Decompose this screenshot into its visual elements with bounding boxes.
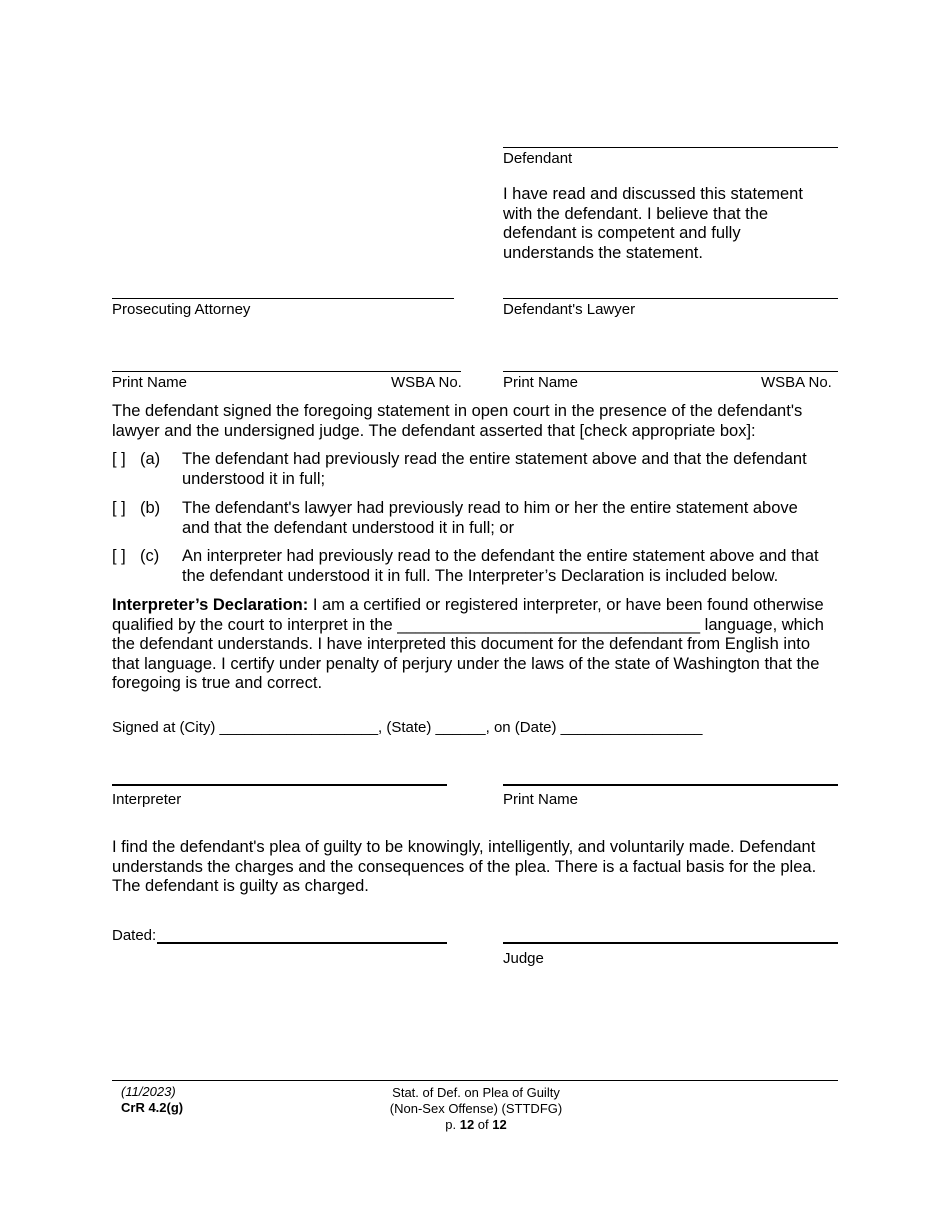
footer-title-line2: (Non-Sex Offense) (STTDFG) (389, 1101, 563, 1116)
defendants-lawyer-signature-line[interactable] (503, 298, 838, 299)
option-a-letter: (a) (140, 450, 161, 468)
judge-signature-line[interactable] (503, 942, 838, 944)
option-c-letter: (c) (140, 547, 160, 565)
defendants-lawyer-label: Defendant's Lawyer (503, 301, 636, 318)
interpreter-print-name-label: Print Name (503, 791, 579, 808)
judge-finding: I find the defendant's plea of guilty to be knowingly, intelligently, and voluntarily made. Defendant understands the charges and the consequences of the plea. There is a factual basis for the plea. The defendant is guilty as charged. (112, 838, 817, 896)
option-a-checkbox[interactable]: [ ] (112, 450, 126, 468)
interpreter-language-blank[interactable]: _________________________________ (397, 615, 701, 634)
footer-page-number (326, 1117, 626, 1133)
lawyer-print-name-label: Print Name (503, 374, 579, 391)
option-a-text: The defendant had previously read the entire statement above and that the defendant understood it in full; (182, 450, 807, 488)
interpreter-signature-line[interactable] (112, 784, 447, 786)
dated-label: Dated: (112, 927, 157, 944)
defendant-signature-line[interactable] (503, 147, 838, 148)
dated-line[interactable] (157, 942, 447, 944)
page-prefix: p. (445, 1117, 460, 1132)
page-current: 12 (459, 1117, 475, 1132)
lawyer-print-name-line[interactable] (503, 371, 838, 372)
footer-rule-code: CrR 4.2(g) (121, 1100, 184, 1115)
option-c-text: An interpreter had previously read to the defendant the entire statement above and that the defendant understood it in full. The Interpreter’s Declaration is included below. (182, 547, 819, 585)
interpreter-text-part1: I am a certified or registered interpreter, or have been found otherwise qualified by the court to interpret in the (112, 596, 824, 634)
option-b-letter: (b) (140, 499, 161, 517)
prosecutor-print-name-label: Print Name (112, 374, 188, 391)
footer-revision: (11/2023) (121, 1084, 176, 1099)
page-of: of (474, 1117, 493, 1132)
prosecutor-print-name-line[interactable] (112, 371, 461, 372)
option-b-checkbox[interactable]: [ ] (112, 499, 126, 517)
judge-label: Judge (503, 950, 544, 967)
signed-at-line[interactable]: Signed at (City) ___________________, (State) ______, on (Date) _________________ (112, 719, 703, 736)
prosecuting-attorney-label: Prosecuting Attorney (112, 301, 251, 318)
option-c-checkbox[interactable]: [ ] (112, 547, 126, 565)
option-b-text: The defendant's lawyer had previously read to him or her the entire statement above and that the defendant understood it in full; or (182, 499, 798, 537)
interpreter-label: Interpreter (112, 791, 182, 808)
open-court-intro: The defendant signed the foregoing statement in open court in the presence of the defendant's lawyer and the undersigned judge. The defendant asserted that [check appropriate box]: (112, 402, 803, 440)
footer-title-line1: Stat. of Def. on Plea of Guilty (392, 1085, 560, 1100)
lawyer-statement: I have read and discussed this statement with the defendant. I believe that the defendant is competent and fully understands the statement. (503, 185, 803, 262)
page-total: 12 (492, 1117, 507, 1132)
footer-rule (112, 1080, 838, 1081)
interpreter-declaration-heading: Interpreter’s Declaration: (112, 596, 309, 614)
interpreter-declaration (112, 596, 842, 694)
interpreter-text-part2: language, which the defendant understands. I have interpreted this document for the defendant from English into that language. I certify under penalty of perjury under the laws of the state of Washington that the foregoing is true and correct. (112, 615, 824, 693)
lawyer-wsba-label: WSBA No. (761, 374, 832, 391)
interpreter-print-name-line[interactable] (503, 784, 838, 786)
defendant-label: Defendant (503, 150, 573, 167)
prosecuting-attorney-signature-line[interactable] (112, 298, 454, 299)
prosecutor-wsba-label: WSBA No. (391, 374, 462, 391)
